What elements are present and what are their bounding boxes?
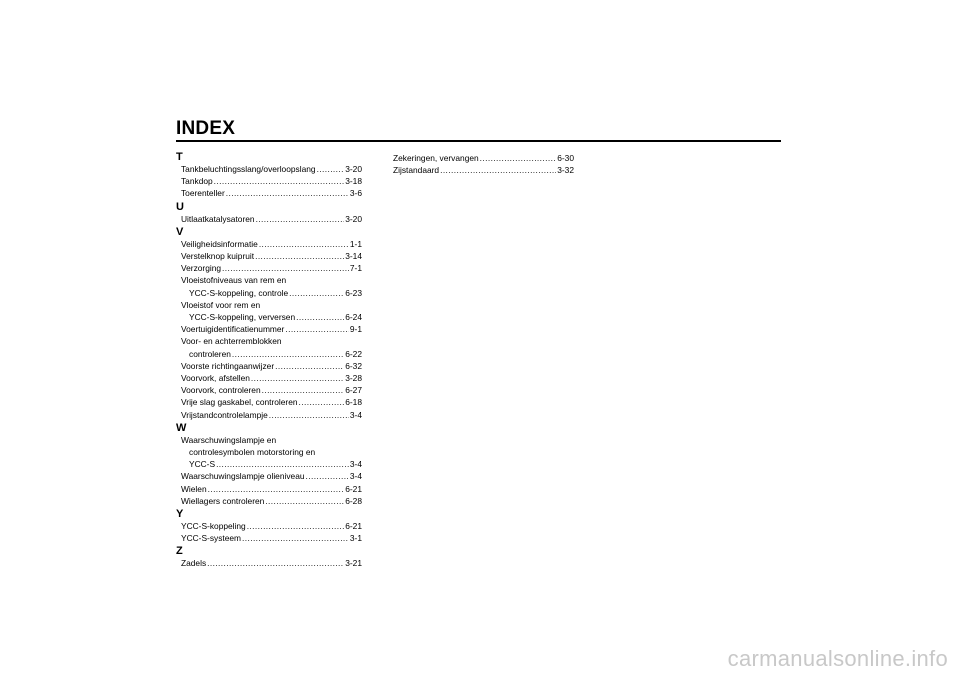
index-entry-text: YCC-S	[189, 459, 216, 470]
index-entry-line	[181, 287, 362, 299]
index-letter-t: T	[176, 151, 183, 163]
index-entry	[176, 187, 362, 199]
index-page-ref: 3-4	[349, 409, 362, 420]
index-page-ref: 7-1	[349, 263, 362, 274]
index-entry-line	[181, 396, 362, 408]
index-entry	[176, 262, 362, 274]
index-entry-text: Tankbeluchtingsslang/overloopslang	[181, 164, 316, 174]
index-entry-line	[393, 152, 574, 164]
index-entry	[176, 470, 362, 482]
index-entry-line	[393, 164, 574, 176]
dot-leader	[296, 311, 344, 323]
index-entry-text: Waarschuwingslampje en	[181, 434, 277, 445]
index-entry-line	[181, 213, 362, 225]
index-page-ref: 3-21	[345, 558, 362, 569]
index-entry-text: controleren	[189, 348, 231, 359]
index-entry	[176, 520, 362, 532]
index-entry	[176, 396, 362, 408]
index-page-ref: 6-23	[345, 287, 362, 298]
index-entry-text: Wiellagers controleren	[181, 495, 265, 506]
index-entry-text: YCC-S-koppeling, controle	[189, 287, 289, 298]
index-page-ref: 6-22	[345, 348, 362, 359]
page-title: INDEX	[176, 118, 236, 139]
index-entry-line	[181, 495, 362, 507]
title-rule	[176, 140, 781, 142]
index-page-ref: 3-18	[345, 176, 362, 187]
dot-leader	[306, 470, 349, 482]
index-entry	[176, 434, 362, 471]
dot-leader	[256, 213, 345, 225]
dot-leader	[440, 164, 556, 176]
index-page-ref: 3-4	[349, 471, 362, 482]
index-entry-text: Zekeringen, vervangen	[393, 153, 479, 163]
index-entry-text: Vloeistof voor rem en	[181, 299, 261, 310]
index-entry-line	[181, 238, 362, 250]
index-page-ref: 6-24	[345, 312, 362, 323]
index-entry-text: YCC-S-koppeling	[181, 521, 246, 532]
index-page-ref: 6-28	[345, 495, 362, 506]
dot-leader	[226, 187, 349, 199]
index-entry-text: Wielen	[181, 483, 207, 494]
index-entry-line	[181, 409, 362, 421]
index-page-ref: 6-21	[345, 483, 362, 494]
index-entry	[176, 495, 362, 507]
index-entry-text: Voorvork, controleren	[181, 385, 261, 396]
index-entry	[176, 372, 362, 384]
index-entry	[176, 409, 362, 421]
index-entry-line	[181, 250, 362, 262]
dot-leader	[242, 532, 349, 544]
index-letter-y: Y	[176, 508, 184, 521]
dot-leader	[299, 396, 345, 408]
index-entry	[176, 175, 362, 187]
index-page-ref: 3-14	[345, 251, 362, 262]
dot-leader	[275, 360, 344, 372]
index-page-ref: 6-27	[345, 385, 362, 396]
index-page-ref: 3-32	[557, 165, 574, 176]
index-page-ref: 3-6	[349, 188, 362, 199]
index-entry	[176, 557, 362, 569]
index-entry-text: Verstelknop kuipruit	[181, 251, 255, 262]
index-entry-text: YCC-S-systeem	[181, 533, 242, 544]
index-page-ref: 3-4	[349, 459, 362, 470]
index-entry	[176, 213, 362, 225]
dot-leader	[317, 163, 345, 175]
index-entry	[176, 274, 362, 298]
index-entry	[176, 163, 362, 175]
dot-leader	[247, 520, 345, 532]
index-entry-text: Voorste richtingaanwijzer	[181, 360, 275, 371]
index-entry-line	[181, 470, 362, 482]
index-page-ref: 3-20	[345, 213, 362, 224]
index-entry-text: Waarschuwingslampje olieniveau	[181, 471, 305, 482]
dot-leader	[222, 262, 349, 274]
index-entry-text: Voor- en achterremblokken	[181, 336, 282, 347]
dot-leader	[265, 495, 344, 507]
index-entry-line	[181, 446, 362, 458]
index-entry-text: Veiligheidsinformatie	[181, 238, 258, 249]
index-entry-line	[181, 434, 362, 446]
index-entry-line	[181, 348, 362, 360]
index-entry	[176, 384, 362, 396]
dot-leader	[208, 483, 345, 495]
dot-leader	[480, 152, 557, 164]
index-entry-line	[181, 483, 362, 495]
index-entry-text: Tankdop	[181, 176, 213, 187]
index-entry-text: Vrijstandcontrolelampje	[181, 409, 268, 420]
index-entry-text: Toerenteller	[181, 188, 225, 199]
index-page-ref: 3-1	[349, 533, 362, 544]
index-entry-line	[181, 532, 362, 544]
index-letter-v: V	[176, 225, 184, 238]
index-entry	[176, 360, 362, 372]
index-page-ref: 3-20	[345, 164, 362, 174]
index-entry-line	[181, 299, 362, 311]
index-entry-line	[181, 175, 362, 187]
index-page-ref: 6-18	[345, 397, 362, 408]
index-letter-u: U	[176, 200, 184, 213]
index-entry-text: Vloeistofniveaus van rem en	[181, 275, 287, 286]
index-entry-line	[181, 323, 362, 335]
index-page-ref: 1-1	[349, 238, 362, 249]
dot-leader	[285, 323, 349, 335]
watermark: carmanualsonline.info	[727, 646, 948, 671]
index-entry	[176, 299, 362, 323]
index-entry	[176, 250, 362, 262]
index-entry	[176, 532, 362, 544]
index-entry-text: Uitlaatkatalysatoren	[181, 213, 255, 224]
index-page-ref: 9-1	[349, 324, 362, 335]
index-entry-text: Verzorging	[181, 263, 222, 274]
index-letter-z: Z	[176, 545, 183, 558]
index-entry	[176, 238, 362, 250]
index-entry	[176, 323, 362, 335]
dot-leader	[289, 287, 344, 299]
index-column-right	[388, 152, 574, 176]
index-entry-text: Voorvork, afstellen	[181, 373, 250, 384]
index-entry-text: YCC-S-koppeling, verversen	[189, 312, 296, 323]
index-entry	[176, 335, 362, 359]
index-entry-text: controlesymbolen motorstoring en	[189, 447, 316, 458]
index-entry-text: Zijstandaard	[393, 165, 440, 176]
index-entry-line	[181, 335, 362, 347]
index-entry	[388, 164, 574, 176]
index-entry-line	[181, 274, 362, 286]
dot-leader	[251, 372, 344, 384]
index-column-left	[176, 150, 362, 570]
index-entry-text: Vrije slag gaskabel, controleren	[181, 397, 298, 408]
index-page-ref: 6-30	[557, 153, 574, 163]
index-entry-line	[181, 372, 362, 384]
index-entry	[388, 152, 574, 164]
index-entry-line	[181, 187, 362, 199]
index-page-ref: 6-21	[345, 521, 362, 532]
dot-leader	[262, 384, 345, 396]
dot-leader	[259, 238, 349, 250]
index-entry-line	[181, 311, 362, 323]
index-entry-line	[181, 557, 362, 569]
dot-leader	[232, 348, 344, 360]
index-letter-w: W	[176, 421, 187, 434]
dot-leader	[269, 409, 349, 421]
index-entry-line	[181, 163, 362, 175]
index-entry-text: Zadels	[181, 558, 207, 569]
dot-leader	[207, 557, 344, 569]
index-entry-line	[181, 360, 362, 372]
dot-leader	[216, 458, 349, 470]
dot-leader	[214, 175, 345, 187]
index-page-ref: 6-32	[345, 360, 362, 371]
dot-leader	[255, 250, 344, 262]
index-entry-line	[181, 384, 362, 396]
index-page-ref: 3-28	[345, 373, 362, 384]
index-entry-line	[181, 520, 362, 532]
index-entry-line	[181, 458, 362, 470]
index-entry-line	[181, 262, 362, 274]
index-entry	[176, 483, 362, 495]
index-entry-text: Voertuigidentificatienummer	[181, 324, 285, 335]
